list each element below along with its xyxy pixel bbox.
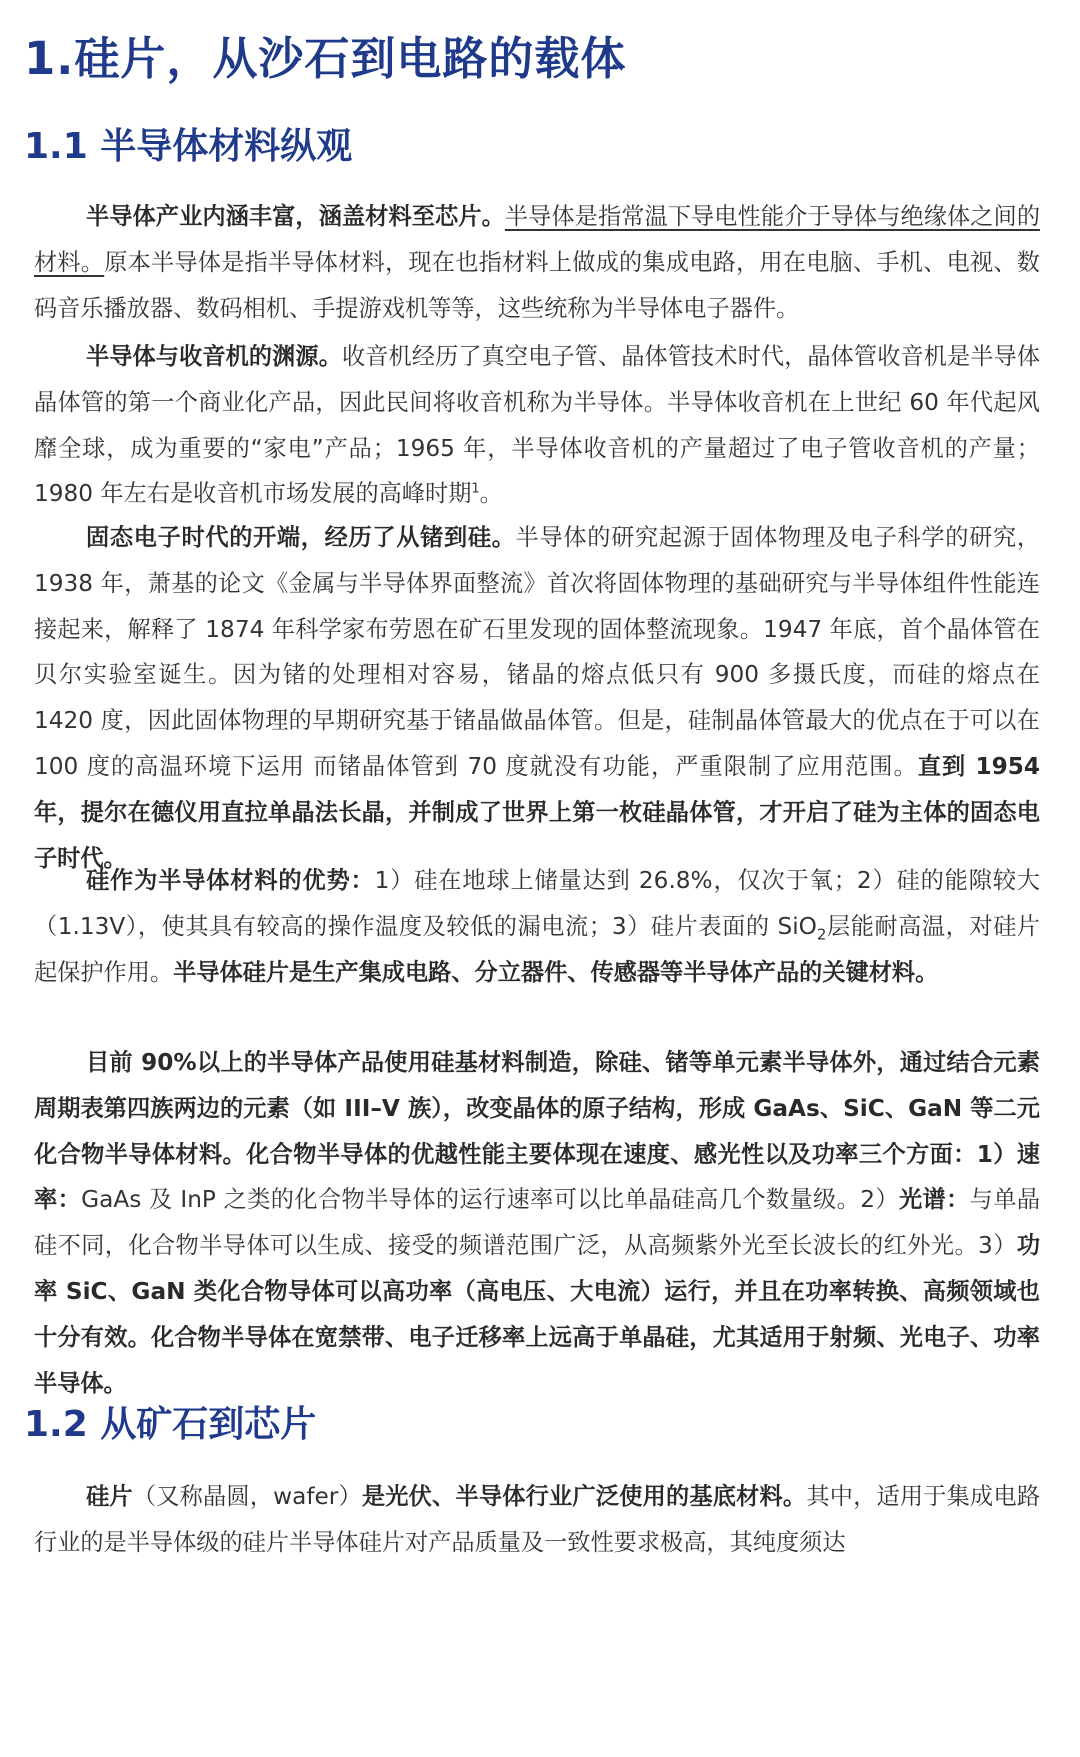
paragraph-bold-2: 光谱： <box>898 1186 970 1214</box>
paragraph-text-1: （又称晶圆，wafer） <box>132 1483 362 1510</box>
paragraph-lead: 硅作为半导体材料的优势： <box>86 867 375 894</box>
paragraph-radio-origin <box>34 334 1040 517</box>
paragraph-bold-1: 硅片 <box>86 1483 133 1510</box>
paragraph-silicon-advantages <box>34 858 1040 995</box>
paragraph-lead: 半导体与收音机的渊源。 <box>86 343 342 370</box>
paragraph-bold-1: 目前 90%以上的半导体产品使用硅基材料制造，除硅、锗等单元素半导体外，通过结合元素周期表第四族两边的元素（如 III–V 族），改变晶体的原子结构，形成 GaAs、SiC、GaN 等二元化合物半导体材料。化合物半导体的优越性能主要体现在速度、感光性以及功率三个方面：1）速率： <box>34 1049 1040 1214</box>
paragraph-bold-end: 直到 1954 年，提尔在德仪用直拉单晶法长晶，并制成了世界上第一枚硅晶体管，才开启了硅为主体的固态电子时代。 <box>34 752 1040 872</box>
paragraph-bold-3: 功率 SiC、GaN 类化合物导体可以高功率（高电压、大电流）运行，并且在功率转换、高频领域也十分有效。化合物半导体在宽禁带、电子迁移率上远高于单晶硅，尤其适用于射频、光电子、功率半导体。 <box>34 1232 1040 1397</box>
paragraph-wafer <box>34 1474 1040 1566</box>
paragraph-semiconductor-industry <box>34 194 1040 331</box>
paragraph-end: 。 <box>479 480 503 508</box>
paragraph-text: 1）硅在地球上储量达到 26.8%，仅次于氧；2）硅的能隙较大（1.13V），使其具有较高的操作温度及较低的漏电流；3）硅片表面的 SiO <box>34 867 1040 940</box>
section-title-1-2: 1.2 从矿石到芯片 <box>24 1404 317 1445</box>
paragraph-text-2: 其中，适用于集成电路行业的是半导体级的硅片半导体硅片对产品质量及一致性要求极高，其纯度须达 <box>34 1483 1041 1556</box>
paragraph-lead: 固态电子时代的开端，经历了从锗到硅。 <box>86 524 516 551</box>
paragraph-text: 半导体的研究起源于固体物理及电子科学的研究，1938 年，萧基的论文《金属与半导体界面整流》首次将固体物理的基础研究与半导体组件性能连接起来，解释了 1874 年科学家布劳恩在矿石里发现的固体整流现象。1947 年底，首个晶体管在贝尔实验室诞生。因为锗的处理相对容易，锗晶的熔点低只有 900 多摄氏度，而硅的熔点在 1420 度，因此固体物理的早期研究基于锗晶做晶体管。但是，硅制晶体管最大的优点在于可以在 100 度的高温环境下运用 而锗晶体管到 70 度就没有功能，严重限制了应用范围。 <box>34 524 1041 780</box>
paragraph-text: 原本半导体是指半导体材料，现在也指材料上做成的集成电路，用在电脑、手机、电视、数码音乐播放器、数码相机、手提游戏机等等，这些统称为半导体电子器件。 <box>34 248 1040 322</box>
subscript-2: 2 <box>816 925 827 944</box>
paragraph-lead: 半导体产业内涵丰富，涵盖材料至芯片。 <box>86 203 505 230</box>
paragraph-text-1: GaAs 及 InP 之类的化合物半导体的运行速率可以比单晶硅高几个数量级。2） <box>81 1186 899 1214</box>
paragraph-text-2: 层能耐高温，对硅片起保护作用。 <box>34 912 1040 986</box>
paragraph-bold-end: 半导体硅片是生产集成电路、分立器件、传感器等半导体产品的关键材料。 <box>173 958 939 986</box>
section-title-1-1: 1.1 半导体材料纵观 <box>24 126 353 167</box>
chapter-title: 1.硅片，从沙石到电路的载体 <box>24 32 627 85</box>
definition-underlined: 半导体是指常温下导电性能介于导体与绝缘体之间的材料。 <box>34 203 1041 276</box>
paragraph-text-2: 与单晶硅不同，化合物半导体可以生成、接受的频谱范围广泛，从高频紫外光至长波长的红外光。3） <box>34 1186 1041 1260</box>
paragraph-solid-state-era <box>34 515 1040 881</box>
paragraph-bold-2: 是光伏、半导体行业广泛使用的基底材料。 <box>361 1483 807 1510</box>
paragraph-text: 收音机经历了真空电子管、晶体管技术时代，晶体管收音机是半导体晶体管的第一个商业化产品，因此民间将收音机称为半导体。半导体收音机在上世纪 60 年代起风靡全球，成为重要的“家电”产品；1965 年，半导体收音机的产量超过了电子管收音机的产量；1980 年左右是收音机市场发展的高峰时期 <box>34 343 1041 508</box>
paragraph-compound-semiconductors <box>34 1040 1040 1406</box>
footnote-marker: 1 <box>471 481 480 497</box>
